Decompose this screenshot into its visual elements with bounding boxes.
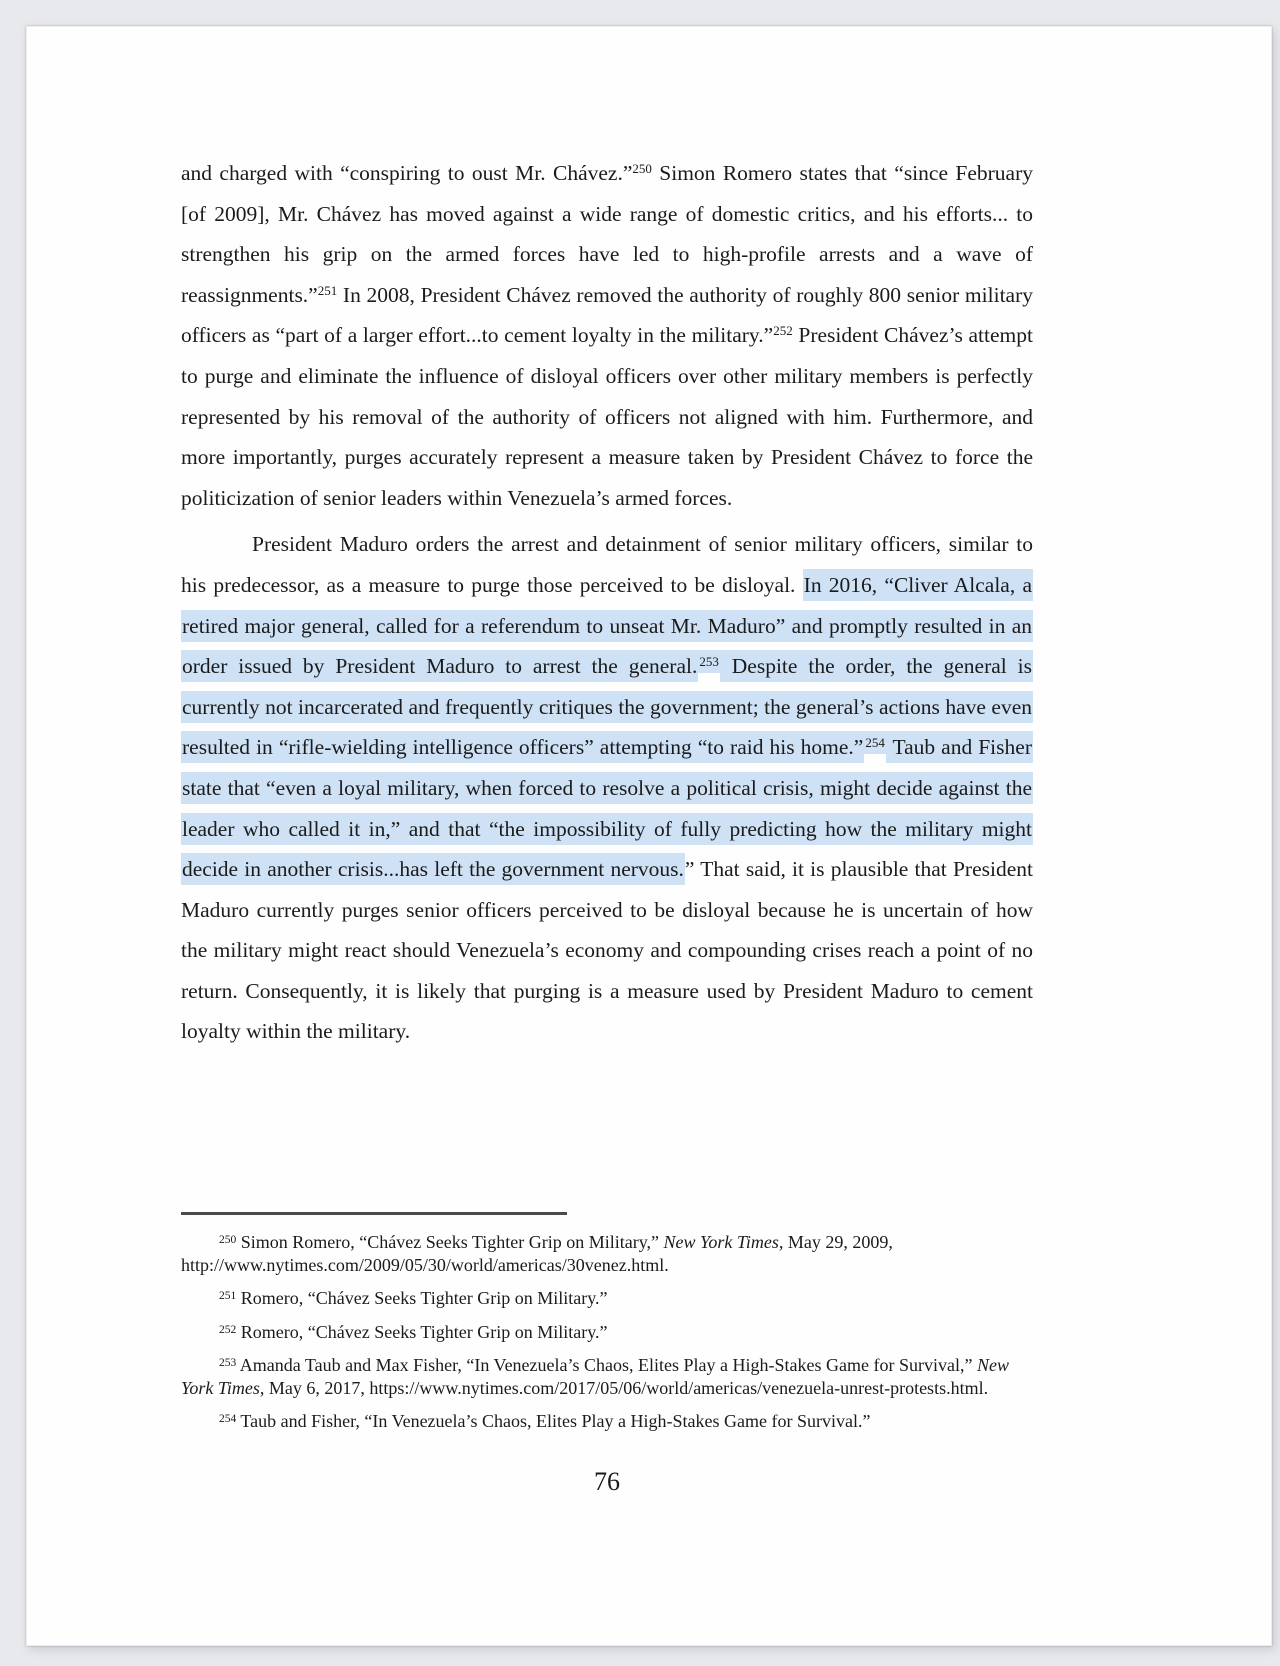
footnote-text: , May 6, 2017, https://www.nytimes.com/2017/05/06/world/americas/venezuela-unrest-protests.html. <box>259 1377 989 1398</box>
page-number: 76 <box>594 1467 620 1496</box>
text-run: President Chávez’s attempt to purge and eliminate the influence of disloyal officers over other military members is perfectly represented by his removal of the authority of officers not aligned with him. Furthermore, and more importantly, purges accurately represent a measure taken by President Chávez to force the politicization of senior leaders within Venezuela’s armed forces. <box>181 323 1033 510</box>
footnote-text: Amanda Taub and Max Fisher, “In Venezuela’s Chaos, Elites Play a High-Stakes Game for Survival,” <box>236 1355 977 1375</box>
footnote-text: Romero, “Chávez Seeks Tighter Grip on Military.” <box>236 1321 608 1342</box>
highlighted-run: Taub and Fisher state that “even a loyal military, when forced to resolve a political crisis, might decide against the leader who called it in,” and that “the impossibility of fully predicting how the military might decide in another crisis...has left the government nervous. <box>181 731 1033 885</box>
text-run: In 2008, President Chávez removed the authority of roughly 800 senior military officers as “part of a larger effort...to cement loyalty in the military.” <box>181 282 1033 348</box>
highlighted-run: Despite the order, the general is currently not incarcerated and frequently critiques the government; the general’s actions have even resulted in “rifle-wielding intelligence officers” attempting “to raid his home.” <box>181 650 1033 763</box>
body-text <box>181 153 1033 1052</box>
body-paragraph-1 <box>181 153 1033 518</box>
footnote-text: Romero, “Chávez Seeks Tighter Grip on Military.” <box>236 1288 608 1308</box>
footnote-source-italic: New York Times <box>663 1232 779 1252</box>
footnote-ref-252: 252 <box>773 323 793 339</box>
footnote-253 <box>181 1354 1033 1399</box>
text-run: ” That said, it is plausible that President Maduro currently purges senior officers perceived to be disloyal because he is uncertain of how the military might react should Venezuela’s economy and compounding crises reach a point of no return. Consequently, it is likely that purging is a measure used by President Maduro to cement loyalty within the military. <box>181 857 1033 1044</box>
footnote-text: , May 29, 2009, http://www.nytimes.com/2009/05/30/world/americas/30venez.html. <box>181 1232 893 1275</box>
footnote-ref-251: 251 <box>317 282 338 298</box>
highlighted-run: In 2016, “Cliver Alcala, a retired major general, called for a referendum to unseat Mr. Maduro” and promptly resulted in an order issued by President Maduro to arrest the general. <box>181 569 1033 682</box>
footnote-number: 254 <box>219 1413 237 1425</box>
footnote-ref-254: 254 <box>864 731 886 754</box>
footnote-number: 253 <box>219 1357 237 1369</box>
footnotes-section <box>181 1212 1033 1444</box>
document-page <box>26 26 1272 1646</box>
footnote-number: 250 <box>219 1234 237 1246</box>
text-run: and charged with “conspiring to oust Mr. Chávez.” <box>181 161 633 185</box>
footnote-source-italic: New York Times <box>181 1355 1009 1398</box>
footnote-252 <box>181 1321 1033 1344</box>
footnote-text: Simon Romero, “Chávez Seeks Tighter Grip on Military,” <box>236 1232 664 1252</box>
footnote-254 <box>181 1410 1033 1433</box>
footnote-251 <box>181 1287 1033 1310</box>
footnote-number: 251 <box>219 1290 237 1302</box>
footnote-ref-250: 250 <box>632 161 652 176</box>
footnote-250 <box>181 1231 1033 1276</box>
footnote-text: Taub and Fisher, “In Venezuela’s Chaos, Elites Play a High-Stakes Game for Survival.” <box>236 1411 871 1431</box>
text-run: Simon Romero states that “since February [of 2009], Mr. Chávez has moved against a wide range of domestic critics, and his efforts... to strengthen his grip on the armed forces have led to high-profile arrests and a wave of reassignments.” <box>181 161 1033 307</box>
footnote-number: 252 <box>219 1323 237 1336</box>
footnote-separator <box>181 1212 567 1215</box>
footnote-ref-253: 253 <box>698 650 720 673</box>
text-run: President Maduro orders the arrest and detainment of senior military officers, similar to his predecessor, as a measure to purge those perceived to be disloyal. <box>181 532 1033 597</box>
body-paragraph-2 <box>181 524 1033 1052</box>
